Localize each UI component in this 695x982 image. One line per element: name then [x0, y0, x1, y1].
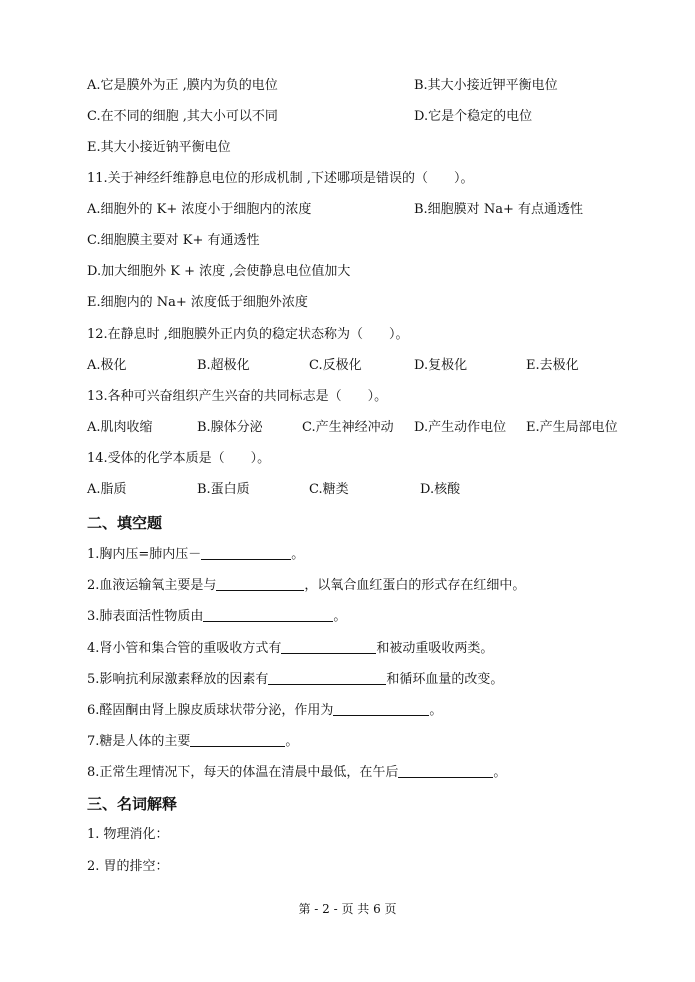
fill-blank-text-after: 和循环血量的改变。 [386, 672, 504, 687]
fill-blank-item-5 [87, 669, 655, 689]
q13-option-e: E.产生局部电位 [526, 420, 618, 435]
fill-blank-text-before: 2.血液运输氧主要是与 [87, 578, 217, 593]
answer-blank[interactable] [203, 606, 333, 622]
answer-blank[interactable] [398, 762, 493, 778]
fill-blank-text-before: 4.肾小管和集合管的重吸收方式有 [87, 641, 282, 656]
q12-option-row [87, 356, 655, 376]
q10-option-a: A.它是膜外为正 ,膜内为负的电位 [87, 78, 278, 93]
q13-option-d: D.产生动作电位 [414, 420, 507, 435]
q13-option-b: B.腺体分泌 [197, 420, 263, 435]
q10-option-row-2 [87, 107, 655, 127]
term-item-1: 1. 物理消化： [87, 827, 169, 842]
fill-blank-text-after: 。 [493, 765, 507, 780]
fill-blank-text-before: 8.正常生理情况下，每天的体温在清晨中最低，在午后 [87, 765, 399, 780]
fill-blank-text-after: 。 [291, 547, 305, 562]
q10-option-e: E.其大小接近钠平衡电位 [87, 140, 231, 155]
answer-blank[interactable] [216, 575, 304, 591]
q12-option-e: E.去极化 [526, 358, 579, 373]
q14-option-b: B.蛋白质 [197, 482, 250, 497]
q11-option-b: B.细胞膜对 Na+ 有点通透性 [414, 202, 583, 217]
fill-blank-text-after: 。 [333, 609, 347, 624]
fill-blank-text-after: ，以氧合血红蛋白的形式存在红细中。 [304, 578, 526, 593]
fill-blank-item-1 [87, 544, 655, 564]
fill-blank-text-before: 3.肺表面活性物质由 [87, 609, 204, 624]
term-item-2: 2. 胃的排空： [87, 859, 169, 874]
page-footer [0, 900, 695, 918]
q14-option-a: A.脂质 [87, 482, 127, 497]
answer-blank[interactable] [333, 700, 429, 716]
section-fill-blank-title: 二、填空题 [87, 514, 163, 532]
q12-option-d: D.复极化 [414, 358, 468, 373]
fill-blank-text-before: 1.胸内压=肺内压－ [87, 547, 202, 562]
answer-blank[interactable] [281, 638, 376, 654]
q13-stem: 13.各种可兴奋组织产生兴奋的共同标志是（ ）。 [87, 389, 388, 404]
q10-option-c: C.在不同的细胞 ,其大小可以不同 [87, 109, 278, 124]
q12-stem: 12.在静息时 ,细胞膜外正内负的稳定状态称为（ ）。 [87, 327, 409, 342]
fill-blank-text-after: 和被动重吸收两类。 [376, 641, 494, 656]
q13-option-a: A.肌肉收缩 [87, 420, 153, 435]
q11-option-d: D.加大细胞外 K + 浓度 ,会使静息电位值加大 [87, 264, 351, 279]
answer-blank[interactable] [190, 731, 285, 747]
q11-option-a: A.细胞外的 K+ 浓度小于细胞内的浓度 [87, 202, 312, 217]
fill-blank-text-before: 6.醛固酮由肾上腺皮质球状带分泌，作用为 [87, 703, 334, 718]
q10-option-row-1 [87, 76, 655, 96]
q12-option-b: B.超极化 [197, 358, 250, 373]
q14-option-row [87, 480, 655, 500]
fill-blank-item-3 [87, 606, 655, 626]
fill-blank-text-before: 7.糖是人体的主要 [87, 734, 191, 749]
q14-option-c: C.糖类 [309, 482, 349, 497]
answer-blank[interactable] [201, 544, 291, 560]
q11-stem: 11.关于神经纤维静息电位的形成机制 ,下述哪项是错误的（ ）。 [87, 171, 474, 186]
q13-option-c: C.产生神经冲动 [302, 420, 394, 435]
fill-blank-text-before: 5.影响抗利尿激素释放的因素有 [87, 672, 269, 687]
q12-option-a: A.极化 [87, 358, 127, 373]
fill-blank-item-8 [87, 762, 655, 782]
fill-blank-text-after: 。 [285, 734, 299, 749]
fill-blank-item-7 [87, 731, 655, 751]
q14-stem: 14.受体的化学本质是（ ）。 [87, 451, 271, 466]
fill-blank-item-6 [87, 700, 655, 720]
q12-option-c: C.反极化 [309, 358, 362, 373]
q10-option-row-3 [87, 138, 655, 158]
q10-option-b: B.其大小接近钾平衡电位 [414, 78, 558, 93]
fill-blank-item-4 [87, 638, 655, 658]
q14-option-d: D.核酸 [420, 482, 461, 497]
q11-option-e: E.细胞内的 Na+ 浓度低于细胞外浓度 [87, 295, 308, 310]
section-terms-title: 三、名词解释 [87, 795, 178, 813]
q11-option-row-1 [87, 200, 655, 220]
q13-option-row [87, 418, 655, 438]
answer-blank[interactable] [268, 669, 386, 685]
fill-blank-item-2 [87, 575, 655, 595]
page-number: 第 - 2 - 页 共 6 页 [298, 902, 397, 916]
fill-blank-text-after: 。 [429, 703, 443, 718]
q11-option-c: C.细胞膜主要对 K+ 有通透性 [87, 233, 260, 248]
q10-option-d: D.它是个稳定的电位 [414, 109, 533, 124]
